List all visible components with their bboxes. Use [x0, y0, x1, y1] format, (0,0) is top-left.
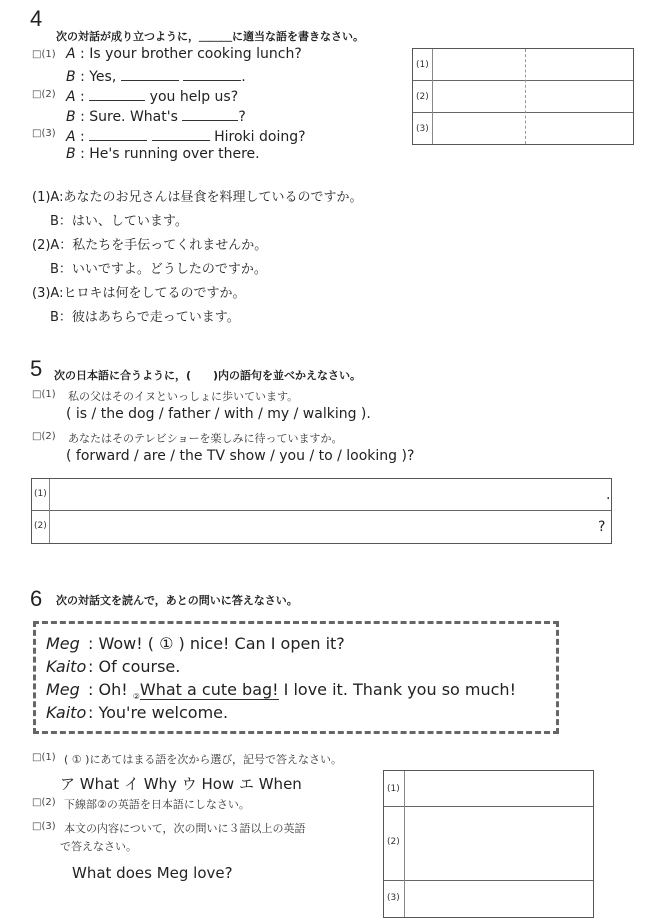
q6-1-text: ( ① )にあてはまる語を次から選び，記号で答えなさい。: [64, 753, 342, 766]
translation-1a: (1)A:あなたのお兄さんは昼食を料理しているのですか。: [32, 190, 363, 205]
section-5-answer-box: [31, 478, 612, 544]
dialog-line-3: Meg : Oh! $_②$What a cute bag! I love it. Thank you so much!: [46, 680, 516, 702]
q4-3-line-b: B : He's running over there.: [66, 146, 260, 162]
q4-3-number: □(3): [32, 128, 56, 139]
answer-cell-2[interactable]: [413, 81, 633, 113]
dialog-line-4: Kaito : You're welcome.: [46, 703, 229, 722]
q6-1-number: □(1): [32, 752, 56, 763]
q5-1-words: ( is / the dog / father / with / my / walking ).: [66, 406, 371, 422]
dialog-line-2: Kaito : Of course.: [46, 657, 181, 676]
box-end-question: ?: [598, 519, 606, 535]
box-label-1: (1): [34, 489, 47, 499]
q5-1-japanese: 私の父はそのイヌといっしょに歩いています。: [68, 390, 299, 403]
q4-1-number: □(1): [32, 49, 56, 60]
section-6-answer-box: [383, 770, 594, 918]
q6-3-text-1: 本文の内容について，次の問いに３語以上の英語: [64, 822, 306, 835]
translation-2a: (2)A：私たちを手伝ってくれませんか。: [32, 238, 268, 253]
q4-2-line-a: A : you help us?: [66, 86, 238, 105]
blank: [121, 66, 179, 81]
translation-1b: B：はい、しています。: [50, 214, 188, 229]
section-4-answer-box: [412, 48, 634, 145]
box-label-3: (3): [387, 893, 400, 903]
blank: [89, 86, 145, 101]
box-label-3: (3): [416, 124, 429, 134]
label-divider: [432, 49, 433, 144]
word-divider: [525, 49, 526, 144]
q6-3-question: What does Meg love?: [72, 864, 233, 882]
answer-cell-3[interactable]: [384, 881, 593, 917]
section-6-number: 6: [30, 586, 43, 611]
blank: [89, 126, 147, 141]
q6-3-number: □(3): [32, 821, 56, 832]
q4-2-number: □(2): [32, 89, 56, 100]
q5-1-number: □(1): [32, 389, 56, 400]
label-divider: [49, 479, 50, 543]
box-label-2: (2): [387, 837, 400, 847]
q4-1-line-a: A : Is your brother cooking lunch?: [66, 46, 302, 62]
section-4-number: 4: [30, 6, 43, 31]
answer-cell-2[interactable]: [384, 807, 593, 881]
q4-3-line-a: A : Hiroki doing?: [66, 126, 306, 145]
q6-2-number: □(2): [32, 797, 56, 808]
section-4-instruction: 次の対話が成り立つように，＿＿＿に適当な語を書きなさい。: [56, 30, 364, 43]
box-end-period: .: [606, 487, 611, 503]
q5-2-japanese: あなたはそのテレビショーを楽しみに待っていますか。: [68, 432, 343, 445]
q5-2-words: ( forward / are / the TV show / you / to / looking )?: [66, 448, 415, 464]
answer-cell-2[interactable]: [32, 511, 611, 543]
answer-cell-1[interactable]: [32, 479, 611, 511]
dialog-line-1: Meg : Wow! ( ① ) nice! Can I open it?: [46, 634, 345, 653]
q5-2-number: □(2): [32, 431, 56, 442]
translation-3b: B：彼はあちらで走っています。: [50, 310, 240, 325]
q4-2-line-b: B : Sure. What's ?: [66, 106, 246, 125]
label-divider: [404, 771, 405, 917]
underlined-phrase: What a cute bag!: [139, 680, 279, 699]
answer-cell-1[interactable]: [384, 771, 593, 807]
section-5-instruction: 次の日本語に合うように，( )内の語句を並べかえなさい。: [54, 369, 362, 382]
translation-3a: (3)A:ヒロキは何をしてるのですか。: [32, 286, 246, 301]
section-5-number: 5: [30, 356, 43, 381]
box-label-2: (2): [416, 92, 429, 102]
section-6-instruction: 次の対話文を読んで，あとの問いに答えなさい。: [56, 594, 298, 607]
q6-3-text-2: で答えなさい。: [60, 840, 137, 853]
q6-2-text: 下線部②の英語を日本語にしなさい。: [64, 798, 250, 811]
blank: [183, 66, 241, 81]
q6-1-choices: ア What イ Why ウ How エ When: [60, 775, 302, 793]
q4-1-line-b: B : Yes, .: [66, 66, 246, 85]
translation-2b: B：いいですよ。どうしたのですか。: [50, 262, 267, 277]
answer-cell-3[interactable]: [413, 113, 633, 144]
blank: [182, 106, 238, 121]
box-label-1: (1): [387, 784, 400, 794]
answer-cell-1[interactable]: [413, 49, 633, 81]
box-label-2: (2): [34, 521, 47, 531]
blank: [152, 126, 210, 141]
box-label-1: (1): [416, 60, 429, 70]
